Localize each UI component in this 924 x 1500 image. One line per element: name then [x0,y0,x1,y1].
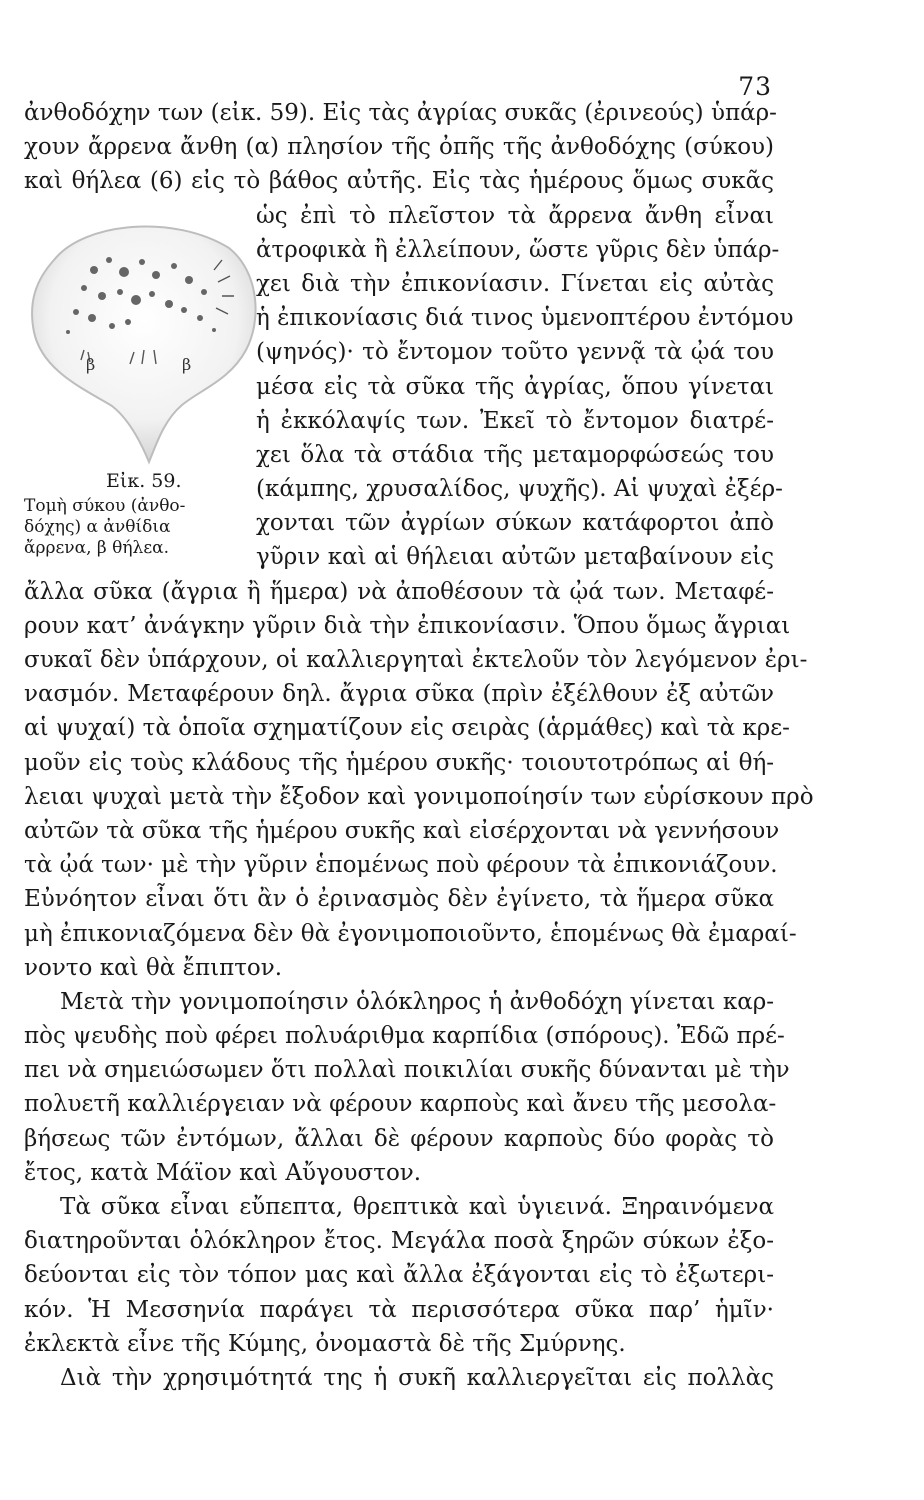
text-line: (κάμπης, χρυσαλίδος, ψυχῆς). Αἱ ψυχαὶ ἐξέρ- [256,476,783,503]
text-line: Μετὰ τὴν γονιμοποίησιν ὁλόκληρος ἡ ἀνθοδόχη γίνεται καρ- [60,988,775,1015]
text-line: καὶ θήλεα (6) εἰς τὸ βάθος αὐτῆς. Εἰς τὰς ἡμέρους ὅμως συκᾶς [24,168,774,195]
caption-line: δόχης) α ἀνθίδια [24,517,171,537]
text-line: αὐτῶν τὰ σῦκα τῆς ἡμέρου συκῆς καὶ εἰσέρχονται νὰ γεννήσουν [24,817,780,844]
text-line: ἀνθοδόχην των (εἰκ. 59). Εἰς τὰς ἀγρίας συκᾶς (ἐρινεούς) ὑπάρ- [24,100,777,126]
text-line: ἡ ἐκκόλαψίς των. Ἐκεῖ τὸ ἔντομον διατρέ- [256,407,774,434]
text-line: λειαι ψυχαὶ μετὰ τὴν ἔξοδον καὶ γονιμοποίησίν των εὑρίσκουν πρὸ [24,783,814,810]
text-line: γῦριν καὶ αἱ θήλειαι αὐτῶν μεταβαίνουν εἰς [256,544,774,571]
text-line: πει νὰ σημειώσωμεν ὅτι πολλαὶ ποικιλίαι συκῆς δύνανται μὲ τὴν [24,1057,790,1084]
text-line: Διὰ τὴν χρησιμότητά της ἡ συκῆ καλλιεργεῖται εἰς πολλὰς [60,1364,774,1391]
caption-line: ἄρρενα, β θήλεα. [24,538,170,558]
page-number: 73 [738,72,772,101]
text-line: κόν. Ἡ Μεσσηνία παράγει τὰ περισσότερα σῦκα παρ’ ἡμῖν· [24,1296,774,1323]
text-line: ἄλλα σῦκα (ἄγρια ἢ ἥμερα) νὰ ἀποθέσουν τὰ ᾠά των. Μεταφέ- [24,578,774,605]
figure-label: Εἰκ. 59. [106,470,182,492]
text-line: τὰ ᾠά των· μὲ τὴν γῦριν ἑπομένως ποὺ φέρουν τὰ ἐπικονιάζουν. [24,852,778,879]
text-line: χει ὅλα τὰ στάδια τῆς μεταμορφώσεώς του [256,441,774,468]
text-line: ἀτροφικὰ ἢ ἐλλείπουν, ὥστε γῦρις δὲν ὑπάρ- [256,236,780,263]
text-line: χει διὰ τὴν ἐπικονίασιν. Γίνεται εἰς αὐτὰς [256,270,774,297]
text-line: μέσα εἰς τὰ σῦκα τῆς ἀγρίας, ὅπου γίνεται [256,373,774,400]
text-line: μὴ ἐπικονιαζόμενα δὲν θὰ ἐγονιμοποιοῦντο, ἑπομένως θὰ ἐμαραί- [24,920,797,947]
text-line: (ψηνός)· τὸ ἔντομον τοῦτο γεννᾷ τὰ ᾠά του [256,339,774,366]
text-line: βήσεως τῶν ἐντόμων, ἄλλαι δὲ φέρουν καρποὺς δύο φορὰς τὸ [24,1125,774,1152]
text-line: ρουν κατ’ ἀνάγκην γῦριν διὰ τὴν ἐπικονίασιν. Ὅπου ὅμως ἄγριαι [24,612,791,639]
caption-line: Τομὴ σύκου (ἀνθο- [24,496,186,516]
text-line: ἡ ἐπικονίασις διά τινος ὑμενοπτέρου ἐντόμου [256,305,794,332]
text-line: νοντο καὶ θὰ ἔπιπτον. [24,954,283,981]
body-text [24,96,814,1395]
text-line: νασμόν. Μεταφέρουν δηλ. ἄγρια σῦκα (πρὶν ἐξέλθουν ἐξ αὐτῶν [24,681,774,708]
text-line: ἐκλεκτὰ εἶνε τῆς Κύμης, ὀνομαστὰ δὲ τῆς Σμύρνης. [24,1330,626,1357]
svg-text:β: β [86,355,96,374]
text-line: διατηροῦνται ὁλόκληρον ἔτος. Μεγάλα ποσὰ ξηρῶν σύκων ἐξο- [24,1228,774,1255]
text-line: δεύονται εἰς τὸν τόπον μας καὶ ἄλλα ἐξάγονται εἰς τὸ ἐξωτερι- [24,1262,774,1289]
text-line: χουν ἄρρενα ἄνθη (α) πλησίον τῆς ὀπῆς τῆς ἀνθοδόχης (σύκου) [24,134,774,161]
text-line: Τὰ σῦκα εἶναι εὔπεπτα, θρεπτικὰ καὶ ὑγιεινά. Ξηραινόμενα [60,1194,774,1220]
text-line: ἔτος, κατὰ Μάϊον καὶ Αὔγουστον. [24,1159,422,1186]
text-line: ὡς ἐπὶ τὸ πλεῖστον τὰ ἄρρενα ἄνθη εἶναι [256,202,774,229]
text-line: χονται τῶν ἀγρίων σύκων κατάφορτοι ἀπὸ [256,510,774,537]
text-line: μοῦν εἰς τοὺς κλάδους τῆς ἡμέρου συκῆς· τοιουτοτρόπως αἱ θή- [24,749,774,776]
text-line: πὸς ψευδὴς ποὺ φέρει πολυάριθμα καρπίδια (σπόρους). Ἐδῶ πρέ- [24,1023,785,1050]
text-line: συκαῖ δὲν ὑπάρχουν, οἱ καλλιεργηταὶ ἐκτελοῦν τὸν λεγόμενον ἐρι- [24,647,808,673]
text-line: πολυετῆ καλλιέργειαν νὰ φέρουν καρποὺς καὶ ἄνευ τῆς μεσολα- [24,1091,777,1118]
svg-text:β: β [182,355,192,374]
text-line: αἱ ψυχαί) τὰ ὁποῖα σχηματίζουν εἰς σειρὰς (ἁρμάθες) καὶ τὰ κρε- [24,715,790,742]
text-line: Εὐνόητον εἶναι ὅτι ἂν ὁ ἐρινασμὸς δὲν ἐγίνετο, τὰ ἥμερα σῦκα [24,886,774,913]
